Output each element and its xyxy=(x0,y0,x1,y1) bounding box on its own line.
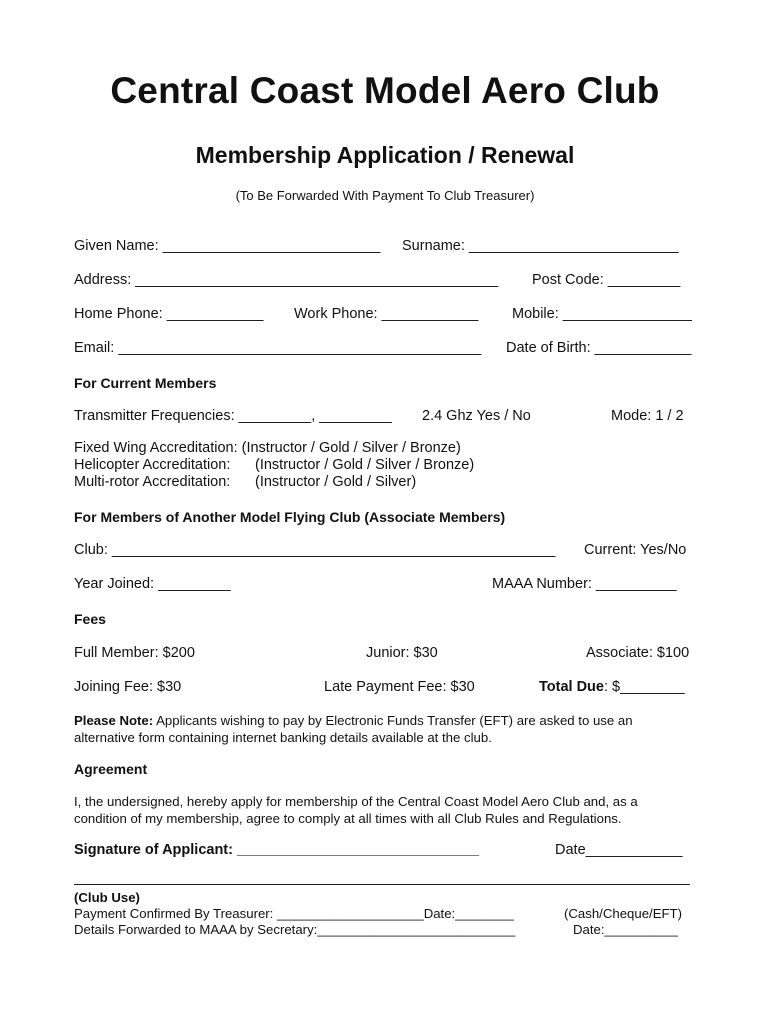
please-note-text: Applicants wishing to pay by Electronic Funds Transfer (EFT) are asked to use an alternative form containing internet banking details available at the club. xyxy=(74,713,633,745)
year-joined-field[interactable]: Year Joined: _________ xyxy=(74,576,231,592)
maaa-number-field[interactable]: MAAA Number: __________ xyxy=(492,576,677,592)
multirotor-accreditation-options[interactable]: (Instructor / Gold / Silver) xyxy=(255,474,417,490)
multirotor-accreditation-label: Multi-rotor Accreditation: xyxy=(74,474,231,490)
forwarding-note: (To Be Forwarded With Payment To Club Treasurer) xyxy=(235,188,535,203)
associate-members-heading: For Members of Another Model Flying Club (Associate Members) xyxy=(74,509,506,525)
date-of-birth-field[interactable]: Date of Birth: ____________ xyxy=(506,340,692,356)
fixed-wing-accreditation[interactable]: Fixed Wing Accreditation: (Instructor / Gold / Silver / Bronze) xyxy=(74,440,461,456)
total-due-value[interactable]: : $________ xyxy=(603,679,685,695)
helicopter-accreditation-options[interactable]: (Instructor / Gold / Silver / Bronze) xyxy=(255,457,475,473)
details-forwarded-field[interactable]: Details Forwarded to MAAA by Secretary:___________________________ xyxy=(74,922,516,937)
details-forwarded-date-field[interactable]: Date:__________ xyxy=(573,922,678,937)
payment-method-option[interactable]: (Cash/Cheque/EFT) xyxy=(564,906,682,921)
form-subtitle: Membership Application / Renewal xyxy=(195,142,575,168)
late-payment-fee: Late Payment Fee: $30 xyxy=(324,679,475,695)
club-field[interactable]: Club: _______________________________________________________ xyxy=(74,542,556,558)
current-members-heading: For Current Members xyxy=(74,375,217,391)
post-code-field[interactable]: Post Code: _________ xyxy=(532,272,681,288)
total-due-label: Total Due xyxy=(539,679,604,695)
transmitter-frequencies-field[interactable]: Transmitter Frequencies: _________, _________ xyxy=(74,408,392,424)
total-due-field[interactable] xyxy=(539,679,685,695)
joining-fee: Joining Fee: $30 xyxy=(74,679,182,695)
club-use-divider xyxy=(74,884,690,885)
associate-fee: Associate: $100 xyxy=(586,645,690,661)
agreement-text: I, the undersigned, hereby apply for membership of the Central Coast Model Aero Club and, as a condition of my membership, agree to comply at all times with all Club Rules and Regulations. xyxy=(74,794,638,826)
signature-label[interactable]: Signature of Applicant: ______________________________ xyxy=(74,842,479,858)
surname-field[interactable]: Surname: __________________________ xyxy=(402,238,679,254)
given-name-field[interactable]: Given Name: ___________________________ xyxy=(74,238,381,254)
payment-confirmed-field[interactable]: Payment Confirmed By Treasurer: ____________________Date:________ xyxy=(74,906,514,921)
signature-date-field[interactable]: Date____________ xyxy=(555,842,683,858)
signature-field[interactable] xyxy=(74,842,479,858)
club-title: Central Coast Model Aero Club xyxy=(110,70,660,111)
junior-fee: Junior: $30 xyxy=(366,645,438,661)
current-membership-option[interactable]: Current: Yes/No xyxy=(584,542,687,558)
address-field[interactable]: Address: _____________________________________________ xyxy=(74,272,499,288)
club-use-heading: (Club Use) xyxy=(74,890,140,905)
fees-heading: Fees xyxy=(74,611,106,627)
eft-note xyxy=(74,712,694,746)
helicopter-accreditation-label: Helicopter Accreditation: xyxy=(74,457,231,473)
full-member-fee: Full Member: $200 xyxy=(74,645,195,661)
email-field[interactable]: Email: _____________________________________________ xyxy=(74,340,482,356)
work-phone-field[interactable]: Work Phone: ____________ xyxy=(294,306,479,322)
agreement-heading: Agreement xyxy=(74,761,148,777)
please-note-label: Please Note: xyxy=(74,713,154,728)
home-phone-field[interactable]: Home Phone: ____________ xyxy=(74,306,264,322)
ghz-option[interactable]: 2.4 Ghz Yes / No xyxy=(422,408,531,424)
mode-option[interactable]: Mode: 1 / 2 xyxy=(611,408,684,424)
mobile-field[interactable]: Mobile: ________________ xyxy=(512,306,692,322)
